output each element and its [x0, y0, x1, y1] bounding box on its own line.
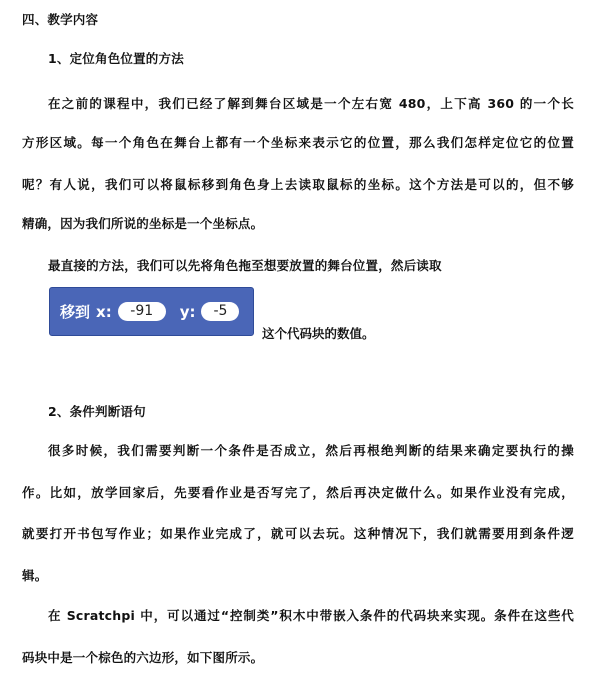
y-label: y: — [179, 302, 196, 321]
sub2-heading: 2、条件判断语句 — [48, 404, 146, 419]
para3-line-4: 辑。 — [22, 568, 48, 583]
para2-line: 最直接的方法，我们可以先将角色拖至想要放置的舞台位置，然后读取 — [48, 258, 442, 273]
goto-label: 移到 — [60, 303, 91, 321]
para4-line-1: 在 Scratchpi 中，可以通过“控制类”积木中带嵌入条件的代码块来实现。条件在这些代 — [48, 608, 574, 623]
y-value-input[interactable]: -5 — [201, 302, 239, 321]
goto-xy-code-block[interactable] — [49, 287, 254, 336]
after-block-text: 这个代码块的数值。 — [262, 326, 375, 341]
para1-line-4: 精确，因为我们所说的坐标是一个坐标点。 — [22, 216, 264, 231]
para3-line-1: 很多时候，我们需要判断一个条件是否成立，然后再根绝判断的结果来确定要执行的操 — [48, 443, 574, 458]
x-label: x: — [96, 302, 112, 321]
para4-line-2: 码块中是一个棕色的六边形，如下图所示。 — [22, 650, 264, 665]
section-heading: 四、教学内容 — [22, 12, 99, 27]
para3-line-3: 就要打开书包写作业；如果作业完成了，就可以去玩。这种情况下，我们就需要用到条件逻 — [22, 526, 574, 541]
para1-line-2: 方形区域。每一个角色在舞台上都有一个坐标来表示它的位置，那么我们怎样定位它的位置 — [22, 135, 574, 150]
para1-line-1: 在之前的课程中，我们已经了解到舞台区域是一个左右宽 480，上下高 360 的一个长 — [48, 96, 574, 111]
para3-line-2: 作。比如，放学回家后，先要看作业是否写完了，然后再决定做什么。如果作业没有完成， — [22, 485, 574, 500]
para1-line-3: 呢？有人说，我们可以将鼠标移到角色身上去读取鼠标的坐标。这个方法是可以的，但不够 — [22, 177, 574, 192]
sub1-heading: 1、定位角色位置的方法 — [48, 51, 184, 66]
x-value-input[interactable]: -91 — [118, 302, 166, 321]
